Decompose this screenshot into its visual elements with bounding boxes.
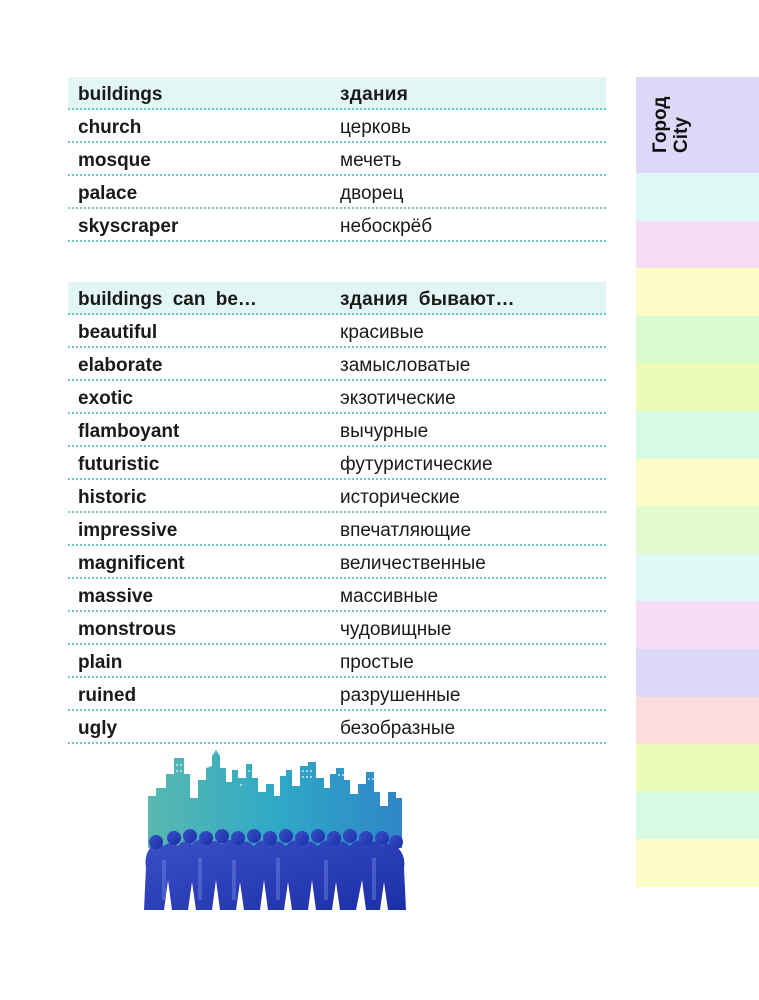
side-tab-title-en: City [671, 117, 692, 153]
header-ru: здания бывают… [340, 289, 515, 310]
table-row [68, 143, 606, 176]
word-ru: безобразные [340, 718, 456, 739]
side-tab-color-segment [636, 649, 759, 697]
side-tab-color-segment [636, 601, 759, 649]
word-ru: исторические [340, 487, 460, 508]
word-ru: вычурные [340, 421, 429, 442]
word-en: exotic [78, 388, 133, 409]
table-header [68, 77, 606, 110]
header-en: buildings can be… [78, 289, 257, 310]
word-en: futuristic [78, 454, 160, 475]
side-tab-color-segment [636, 316, 759, 364]
word-ru: замысловатые [340, 355, 471, 376]
word-en: monstrous [78, 619, 177, 640]
header-en: buildings [78, 84, 163, 105]
table-row [68, 480, 606, 513]
side-tab-color-segment [636, 221, 759, 269]
side-tab-title-block [636, 77, 759, 173]
side-tab-color-segment [636, 411, 759, 459]
word-en: impressive [78, 520, 178, 541]
word-en: plain [78, 652, 123, 673]
word-en: skyscraper [78, 216, 179, 237]
word-en: church [78, 117, 142, 138]
side-tab-color-segment [636, 459, 759, 507]
table-row [68, 678, 606, 711]
word-en: flamboyant [78, 421, 180, 442]
word-ru: экзотические [340, 388, 456, 409]
table-row [68, 579, 606, 612]
word-en: massive [78, 586, 154, 607]
table-row [68, 381, 606, 414]
table-row [68, 209, 606, 242]
side-tab-color-segment [636, 363, 759, 411]
vocab-table-buildings [68, 77, 606, 242]
table-row [68, 711, 606, 744]
table-row [68, 176, 606, 209]
word-ru: мечеть [340, 150, 402, 171]
side-tab-color-segment [636, 792, 759, 840]
word-ru: небоскрёб [340, 216, 433, 237]
vocab-table-adjectives [68, 282, 606, 744]
word-en: palace [78, 183, 138, 204]
city-crowd-silhouette-icon [140, 748, 410, 910]
side-tab-color-segment [636, 506, 759, 554]
word-en: elaborate [78, 355, 163, 376]
side-tab-color-segment [636, 554, 759, 602]
word-en: mosque [78, 150, 151, 171]
side-tab-color-segment [636, 697, 759, 745]
word-ru: впечатляющие [340, 520, 472, 541]
word-ru: массивные [340, 586, 439, 607]
word-en: magnificent [78, 553, 185, 574]
header-ru: здания [340, 84, 409, 105]
table-row [68, 513, 606, 546]
table-row [68, 546, 606, 579]
word-ru: красивые [340, 322, 424, 343]
table-row [68, 414, 606, 447]
word-ru: простые [340, 652, 414, 673]
table-row [68, 447, 606, 480]
side-tab-color-segment [636, 839, 759, 887]
side-tab-color-segment [636, 268, 759, 316]
side-tab-color-segment [636, 744, 759, 792]
side-tab-color-segment [636, 173, 759, 221]
side-tab-label [650, 97, 692, 153]
word-en: historic [78, 487, 147, 508]
word-ru: футуристические [340, 454, 493, 475]
word-en: ruined [78, 685, 137, 706]
chapter-side-tab [636, 77, 759, 887]
table-row [68, 315, 606, 348]
table-row [68, 110, 606, 143]
word-en: beautiful [78, 322, 158, 343]
word-ru: чудовищные [340, 619, 452, 640]
word-ru: дворец [340, 183, 404, 204]
table-row [68, 348, 606, 381]
table-row [68, 645, 606, 678]
word-ru: разрушенные [340, 685, 461, 706]
word-ru: церковь [340, 117, 411, 138]
word-en: ugly [78, 718, 118, 739]
side-tab-title-ru: Город [650, 96, 671, 153]
side-tab-color-strip [636, 173, 759, 887]
table-header [68, 282, 606, 315]
table-row [68, 612, 606, 645]
word-ru: величественные [340, 553, 486, 574]
